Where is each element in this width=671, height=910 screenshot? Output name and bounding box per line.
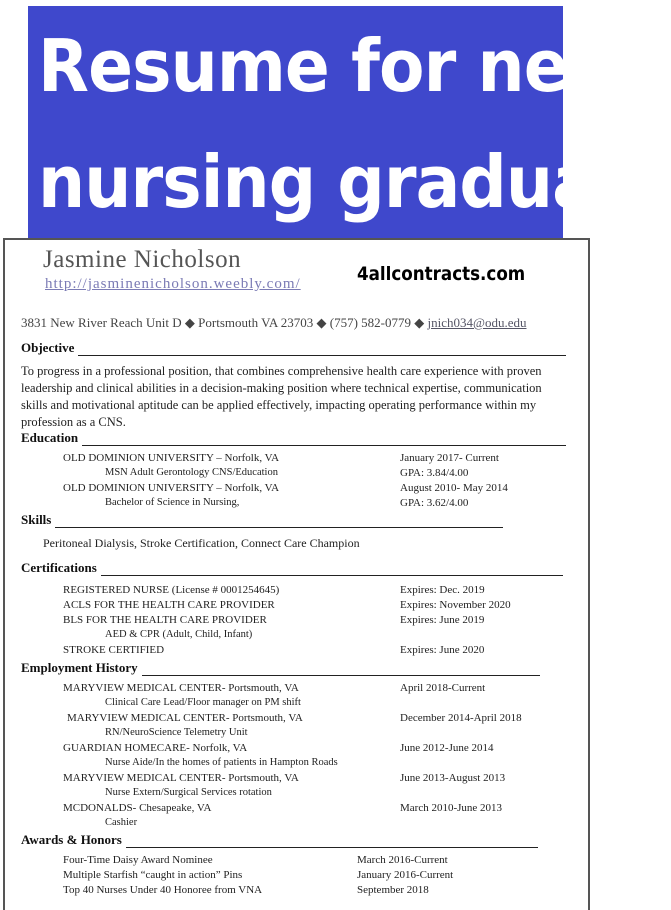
education-school: OLD DOMINION UNIVERSITY – Norfolk, VA: [63, 452, 280, 464]
candidate-name: Jasmine Nicholson: [43, 246, 242, 273]
certification-expires: Expires: November 2020: [400, 599, 511, 611]
section-skills: [21, 512, 503, 528]
banner-title-line-2: nursing graduate: [38, 140, 671, 224]
employer: MARYVIEW MEDICAL CENTER- Portsmouth, VA: [63, 682, 299, 694]
employment-role: RN/NeuroScience Telemetry Unit: [105, 727, 248, 738]
resume-document: [3, 238, 590, 910]
employment-date: June 2013-August 2013: [400, 772, 506, 784]
employment-role: Clinical Care Lead/Floor manager on PM shift: [105, 697, 301, 708]
email-link[interactable]: jnich034@odu.edu: [427, 315, 527, 330]
site-watermark: 4allcontracts.com: [357, 263, 526, 285]
employment-role: Nurse Extern/Surgical Services rotation: [105, 787, 272, 798]
certification-name: REGISTERED NURSE (License # 0001254645): [63, 584, 280, 596]
award-name: Top 40 Nurses Under 40 Honoree from VNA: [63, 884, 263, 896]
section-rule: [82, 434, 566, 446]
skills-text: Peritoneal Dialysis, Stroke Certification, Connect Care Champion: [43, 536, 360, 550]
certification-name: ACLS FOR THE HEALTH CARE PROVIDER: [63, 599, 275, 611]
section-employment: [21, 660, 540, 676]
employer: MCDONALDS- Chesapeake, VA: [63, 802, 212, 814]
employment-role: Cashier: [105, 817, 138, 828]
award-date: March 2016-Current: [357, 854, 448, 866]
certification-expires: Expires: June 2019: [400, 614, 485, 626]
award-name: Four-Time Daisy Award Nominee: [63, 854, 213, 866]
objective-text: To progress in a professional position, that combines comprehensive health care experience with proven leadership and clinical abilities in a decision-making position where technical expertise, communication skills and motivational aptitude can be applied effectively, impacting operating performance within my profession as a CNS.: [21, 364, 542, 429]
education-degree: Bachelor of Science in Nursing,: [105, 497, 240, 508]
section-education: [21, 430, 566, 446]
banner-title-line-1: Resume for new: [38, 24, 628, 108]
section-awards-title: Awards & Honors: [21, 832, 122, 847]
section-objective-title: Objective: [21, 340, 75, 355]
employment-date: June 2012-June 2014: [400, 742, 494, 754]
section-rule: [101, 564, 563, 576]
section-education-title: Education: [21, 430, 79, 445]
education-school: OLD DOMINION UNIVERSITY – Norfolk, VA: [63, 482, 280, 494]
certification-detail: AED & CPR (Adult, Child, Infant): [105, 629, 253, 640]
employer: MARYVIEW MEDICAL CENTER- Portsmouth, VA: [63, 772, 299, 784]
section-rule: [142, 664, 540, 676]
certification-expires: Expires: Dec. 2019: [400, 584, 485, 596]
certification-name: BLS FOR THE HEALTH CARE PROVIDER: [63, 614, 267, 626]
award-name: Multiple Starfish “caught in action” Pins: [63, 869, 243, 881]
portfolio-link[interactable]: http://jasminenicholson.weebly.com/: [45, 276, 301, 292]
contact-line: [21, 315, 527, 331]
section-rule: [126, 836, 538, 848]
education-date: August 2010- May 2014: [400, 482, 508, 494]
employment-date: March 2010-June 2013: [400, 802, 503, 814]
award-date: September 2018: [357, 884, 429, 896]
education-date: January 2017- Current: [400, 452, 499, 464]
education-degree: MSN Adult Gerontology CNS/Education: [105, 467, 278, 478]
employment-date: December 2014-April 2018: [400, 712, 522, 724]
section-awards: [21, 832, 538, 848]
certification-expires: Expires: June 2020: [400, 644, 485, 656]
education-gpa: GPA: 3.62/4.00: [400, 497, 469, 509]
section-employment-title: Employment History: [21, 660, 138, 675]
title-banner: [28, 6, 671, 242]
address-text: 3831 New River Reach Unit D ◆ Portsmouth VA 23703 ◆ (757) 582-0779 ◆: [21, 315, 425, 330]
employer: GUARDIAN HOMECARE- Norfolk, VA: [63, 742, 248, 754]
employment-role: Nurse Aide/In the homes of patients in Hampton Roads: [105, 757, 338, 768]
education-gpa: GPA: 3.84/4.00: [400, 467, 469, 479]
section-rule: [55, 516, 503, 528]
section-certifications: [21, 560, 563, 576]
section-objective: [21, 340, 566, 356]
section-skills-title: Skills: [21, 512, 52, 527]
certification-name: STROKE CERTIFIED: [63, 644, 165, 656]
award-date: January 2016-Current: [357, 869, 454, 881]
section-certifications-title: Certifications: [21, 560, 97, 575]
employment-date: April 2018-Current: [400, 682, 486, 694]
employer: MARYVIEW MEDICAL CENTER- Portsmouth, VA: [67, 712, 303, 724]
section-rule: [78, 344, 566, 356]
